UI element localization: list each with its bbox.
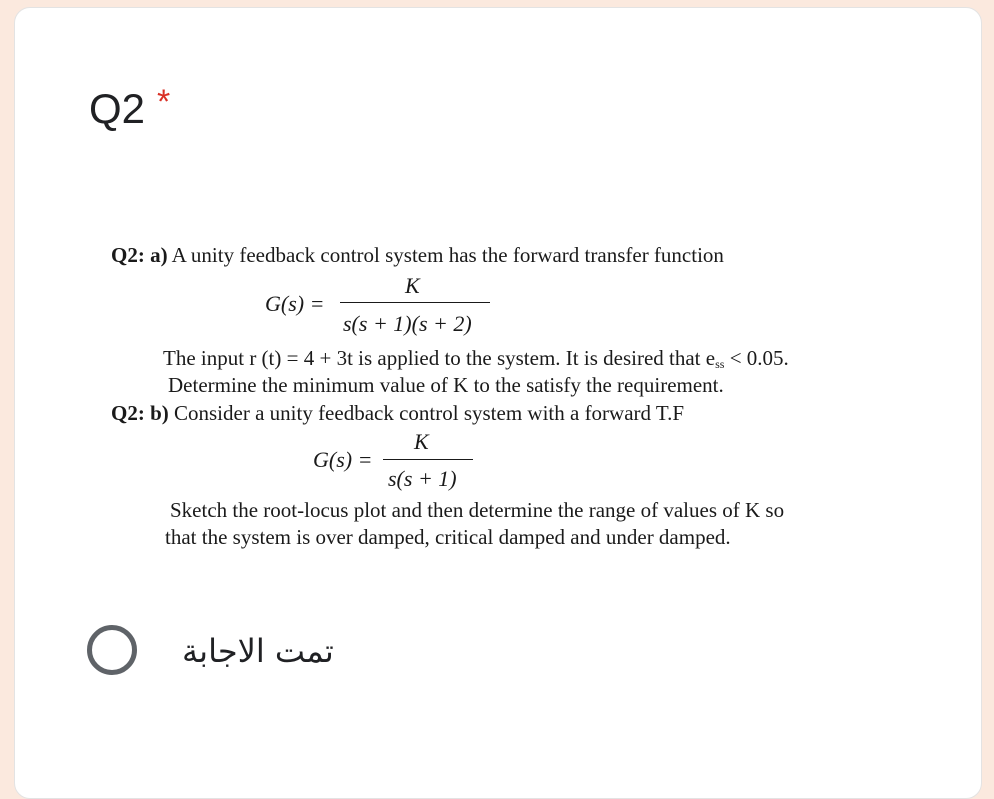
question-title-text: Q2 bbox=[89, 85, 146, 132]
tf-a-fraction-bar bbox=[340, 302, 490, 303]
tf-a-lhs: G(s) = bbox=[265, 291, 325, 316]
tf-b-lhs: G(s) = bbox=[313, 447, 373, 472]
question-title bbox=[89, 83, 171, 132]
sketch-line-1: Sketch the root-locus plot and then determine the range of values of K so bbox=[170, 498, 785, 522]
input-line-1-text: The input r (t) = 4 + 3t is applied to the system. It is desired that e bbox=[163, 346, 716, 370]
part-b-text: Consider a unity feedback control system with a forward T.F bbox=[168, 401, 685, 425]
tf-b-numerator: K bbox=[414, 429, 429, 454]
input-line-2: Determine the minimum value of K to the satisfy the requirement. bbox=[168, 373, 724, 397]
part-a-text: A unity feedback control system has the forward transfer function bbox=[167, 243, 724, 267]
part-a-line bbox=[111, 245, 724, 266]
input-line-1-end: < 0.05. bbox=[724, 346, 789, 370]
tf-a-denominator: s(s + 1)(s + 2) bbox=[343, 311, 472, 336]
answer-option[interactable] bbox=[87, 624, 387, 684]
input-line-1 bbox=[163, 348, 789, 370]
tf-b-fraction-bar bbox=[383, 459, 473, 460]
radio-button[interactable] bbox=[87, 625, 137, 675]
required-indicator: * bbox=[157, 83, 171, 121]
tf-b-denominator: s(s + 1) bbox=[388, 466, 457, 491]
question-image bbox=[100, 235, 900, 565]
part-b-line bbox=[111, 403, 684, 424]
part-a-label: Q2: a) bbox=[111, 243, 168, 267]
part-b-label: Q2: b) bbox=[111, 401, 169, 425]
sketch-line-2: that the system is over damped, critical damped and under damped. bbox=[165, 525, 731, 549]
tf-a-numerator: K bbox=[405, 273, 420, 298]
input-line-1-subscript: ss bbox=[715, 357, 725, 371]
option-label[interactable]: تمت الاجابة bbox=[182, 632, 334, 670]
